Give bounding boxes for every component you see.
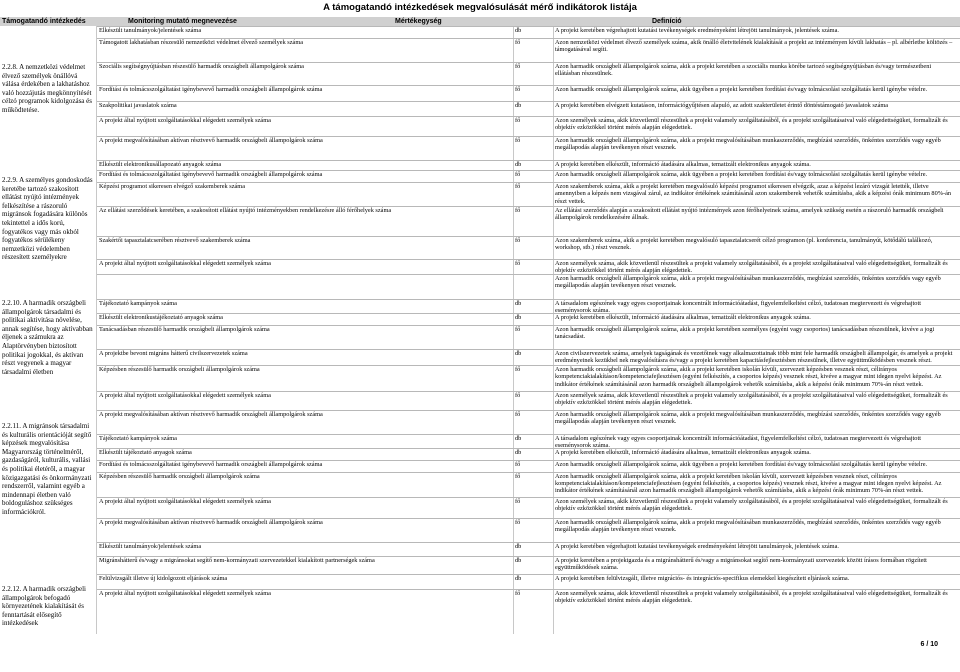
indicator-name: Fordítási és tolmácsszolgáltatást igénybevevő harmadik országbeli állampolgárok száma bbox=[99, 171, 323, 178]
header-col-mutato: Monitoring mutató megnevezése bbox=[128, 18, 237, 25]
indicator-unit: db bbox=[515, 300, 522, 307]
indicator-unit: fő bbox=[515, 237, 521, 244]
indicator-name: Képzési programot sikeresen elvégző szakemberek száma bbox=[99, 183, 245, 190]
indicator-name: Migránshátterű és/vagy a migránsokat segítő nem-kormányzati szervezetekkel kialakított partnerségek száma bbox=[99, 556, 375, 564]
indicator-definition: Azon személyek száma, akik közvetlenül részesültek a projekt valamely szolgáltatásából, és a projekt szolgáltatásaival való elégedettségüket, formalizált és objektív ezközökkel történt mérés alapján elégedettek. bbox=[555, 498, 948, 513]
indicator-name: Fordítási és tolmácsszolgáltatást igénybevevő harmadik országbeli állampolgárok száma bbox=[99, 460, 323, 468]
indicator-unit: fő bbox=[515, 171, 521, 178]
indicator-name: Elkészült tanulmányok/jelentések száma bbox=[99, 27, 202, 34]
indicator-definition: A projekt keretében elkészült, információ átadására alkalmas, tematizált elektronikus anyagok száma. bbox=[555, 313, 811, 321]
indicator-name: Elkészült elektronikustájékoztató anyagok száma bbox=[99, 313, 223, 321]
indicator-unit: db bbox=[515, 349, 522, 357]
document-title: A támogatandó intézkedések megvalósulását mérő indikátorok listája bbox=[323, 2, 637, 13]
indicator-unit: db bbox=[515, 435, 522, 442]
indicator-definition: A projekt keretében felülvizsgált, illetve migrációs- és integrációs-specifikus elemekkel kiegészített eljárások száma. bbox=[555, 574, 850, 582]
indicator-unit: fő bbox=[515, 391, 521, 399]
indicator-definition: A projekt keretében a projektgazda és a migránshátterű és/vagy a migránsokat segítő nem-kormányzati szervezetek között írásos formában rögzített együttműködések száma. bbox=[555, 556, 927, 571]
indicator-unit: fő bbox=[515, 366, 521, 373]
indicator-definition: A projekt keretében elkészült, információ átadására alkalmas, tematizált elektronikus anyagok száma. bbox=[555, 448, 811, 456]
table-header bbox=[0, 17, 960, 26]
indicator-name: Elkészült elektronikusállapozató anyagok száma bbox=[99, 160, 222, 168]
indicator-unit: db bbox=[515, 313, 522, 321]
indicator-name: Tájékoztató kampányok száma bbox=[99, 300, 177, 307]
indicator-name: Tanácsadásban részesülő harmadik országbeli állampolgárok száma bbox=[99, 325, 270, 333]
indicator-definition: A projekt keretében végrehajtott kutatási tevékenységek eredményeként létrejött tanulmányok, jelentések száma. bbox=[555, 543, 839, 550]
indicator-definition: Azon harmadik országbeli állampolgárok száma, akik a projekt keretében iskolán kívüli, szervezett képzésben vesznek részt, célirányos kompetenciakialakításon/kompetenciafejlesztésen (egyéni felkészítés, a csoportos képzés) vesznek részt, kivéve a magyar mint idegen nyelvi képzést. Az indikátor értékének számításánál azon harmadik országbeli állampolgárok vehetők számításba, akik a képzési órák minimum 70%-án részt vettek. bbox=[555, 366, 942, 388]
indicator-unit: fő bbox=[515, 325, 521, 333]
indicator-definition: Azon harmadik országbeli állampolgárok száma, akik ügyében a projekt keretében fordítási és/vagy tolmácsolási szolgáltatás kerül igénybe vételre. bbox=[555, 171, 928, 178]
indicator-name: A projekt által nyújtott szolgáltatásokkal elégedett személyek száma bbox=[99, 391, 271, 399]
indicator-definition: Azon személyek száma, akik közvetlenül részesültek a projekt valamely szolgáltatásából, és a projekt szolgáltatásaival való elégedettségüket, formalizált és objektív ezközökkel történt mérés alapján elégedettek. bbox=[555, 391, 948, 406]
indicator-definition: A társadalom egészének vagy egyes csoportjainak koncentrált információátadást, figyelemfelkeltést célzó, tudatosan megtervezett és végrehajtott eseménysorok száma. bbox=[555, 435, 921, 450]
indicator-definition: Az ellátási szerződés alapján a szakosított ellátást nyújtó intézmények azon férőhelyeinek száma, amelyek szükség esetén a rászoruló harmadik országbeli állampolgárok rendelkezésére állnak. bbox=[555, 207, 944, 222]
indicator-unit: fő bbox=[515, 63, 521, 70]
indicator-unit: fő bbox=[515, 259, 521, 267]
indicator-unit: db bbox=[515, 574, 522, 582]
indicator-name: A projekt által nyújtott szolgáltatásokkal elégedett személyek száma bbox=[99, 117, 271, 124]
indicator-definition: Azon személyek száma, akik közvetlenül részesültek a projekt valamely szolgáltatásából, és a projekt szolgáltatásaival való elégedettségüket, formalizált és objektív ezközökkel történt mérés alapján elégedettek. bbox=[555, 589, 948, 604]
indicator-definition: Azon harmadik országbeli állampolgárok száma, akik a projekt megvalósításában munkaszerződés, megbízási szerződés, önkéntes szerződés vagy egyéb megállapodás alapján tevékenyen részt vesznek. bbox=[555, 274, 941, 289]
indicator-unit: fő bbox=[515, 183, 521, 190]
indicator-unit: fő bbox=[515, 39, 521, 46]
indicator-name: A projekt által nyújtott szolgáltatásokkal elégedett személyek száma bbox=[99, 259, 271, 267]
indicator-definition: Azon civilszervezetek száma, amelyek tagságának és vezetőinek vagy alkalmazottainak több mint fele harmadik országbeli állampolgár, és amelyek a projekt eredményeinek kezükbel nek megvalósításra és/vagy a projekt keretében kapacitásfejlesztésben részesülnek, illetve együttműködésben vesznek részt. bbox=[555, 349, 953, 364]
indicator-definition: A projekt keretében elvégzett kutatáson, információgyűjtésen alapuló, az adott szakterületet érintő döntéstámogató javaslatok száma bbox=[555, 102, 889, 109]
indicator-unit: fő bbox=[515, 136, 521, 144]
indicator-name: A projektbe bevont migráns hátterű civilszervezetek száma bbox=[99, 349, 248, 357]
indicator-unit: db bbox=[515, 543, 522, 550]
indicator-definition: Azon személyek száma, akik közvetlenül részesültek a projekt valamely szolgáltatásából, és a projekt szolgáltatásaival való elégedettségüket, formalizált és objektív ezközökkel történt mérés alapján elégedettek. bbox=[555, 117, 948, 132]
section-2-2-8: 2.2.8. A nemzetközi védelmet élvező személyek önállóvá válása érdekében a lakhatáshoz való hozzájutás megkönnyítését célzó programok kidolgozása és működtetése. bbox=[2, 63, 92, 114]
indicator-definition: Azon harmadik országbeli állampolgárok száma, akik a projekt megvalósításában munkaszerződés, megbízási szerződés, önkéntes szerződés vagy egyéb megállapodás alapján tevékenyen részt vesznek. bbox=[555, 136, 941, 151]
indicator-unit: fő bbox=[515, 519, 521, 526]
indicator-name: Elkészült tájékoztató anyagok száma bbox=[99, 448, 192, 456]
page-number: 6 / 10 bbox=[920, 641, 938, 648]
indicator-definition: Azon harmadik országbeli állampolgárok száma, akik ügyében a projekt keretében fordítási és/vagy tolmácsolási szolgáltatás kerül igénybe vételre. bbox=[555, 460, 928, 468]
indicator-unit: fő bbox=[515, 117, 521, 124]
indicator-name: Szakpolitikai javaslatok száma bbox=[99, 102, 177, 109]
indicator-name: Tájékoztató kampányok száma bbox=[99, 435, 177, 442]
indicator-definition: A társadalom egészének vagy egyes csoportjainak koncentrált információátadást, figyelemfelkeltést célzó, tudatosan megtervezett és végrehajtott eseménysorok száma. bbox=[555, 300, 921, 315]
indicator-name: Fordítási és tolmácsszolgáltatást igénybevevő harmadik országbeli állampolgárok száma bbox=[99, 85, 323, 93]
indicator-name: Elkészült tanulmányok/jelentések száma bbox=[99, 543, 202, 550]
indicator-name: Képzésben részesülő harmadik országbeli állampolgárok száma bbox=[99, 366, 260, 373]
indicator-name: A projekt által nyújtott szolgáltatásokkal elégedett személyek száma bbox=[99, 589, 271, 597]
indicator-definition: Azon személyek száma, akik közvetlenül részesültek a projekt valamely szolgáltatásából, és a projekt szolgáltatásaival való elégedettségüket, formalizált és objektív ezközökkel történt mérés alapján elégedettek. bbox=[555, 259, 948, 274]
header-col-intezkedes: Támogatandó intézkedés bbox=[2, 18, 86, 25]
section-2-2-10: 2.2.10. A harmadik országbeli állampolgárok társadalmi és politikai aktivitása növelése, annak segítése, hogy aktívabban éljenek a számukra az Alaptörvényben biztosított politikai jogokkal, és aktívan részt vegyenek a magyar társadalmi életben bbox=[2, 299, 93, 376]
indicator-unit: db bbox=[515, 102, 522, 109]
indicator-unit: fő bbox=[515, 411, 521, 418]
section-2-2-11: 2.2.11. A migránsok társadalmi és kulturális orientációját segítő képzések megvalósítása Magyarország történelméről, gazdaságáról, kulturális, vallási és politikai életéről, a magyar közigazgatási és önkormányzati rendszerről, valamint egyéb a mindennapi életben való boldoguláshoz szükséges információkról. bbox=[2, 422, 92, 516]
indicator-name: A projekt által nyújtott szolgáltatásokkal elégedett személyek száma bbox=[99, 498, 271, 505]
indicator-name: Képzésben részesülő harmadik országbeli állampolgárok száma bbox=[99, 472, 260, 480]
indicator-definition: Azon szakemberek száma, akik a projekt keretében megvalósuló képzési programot sikeresen elvégzik, azaz a képzést lezáró vizsgát letették, illetve amennyiben a képzés nem vizsgával zárul, az indikátor értékének számításánál azon szakemberek vehetők számításba, akik a képzési órák minimum 80%-án részt vettek. bbox=[555, 183, 952, 205]
indicator-unit: db bbox=[515, 160, 522, 168]
indicator-unit: db bbox=[515, 448, 522, 456]
indicator-definition: Azon harmadik országbeli állampolgárok száma, akik a projekt megvalósításában munkaszerződés, megbízási szerződés, önkéntes szerződés vagy egyéb megállapodás alapján tevékenyen részt vesznek. bbox=[555, 411, 941, 426]
indicator-name: Szociális segítségnyújtásban részesülő harmadik országbeli állampolgárok száma bbox=[99, 63, 304, 70]
indicator-definition: Azon harmadik országbeli állampolgárok száma, akik a projekt keretében iskolán kívüli, szervezett képzésben vesznek részt, célirányos kompetenciakialakításon/kompetenciafejlesztésen (egyéni felkészítés, a csoportos képzés) vesznek részt, kivéve a magyar mint idegen nyelvi képzést. Az indikátor értékének számításánál azon harmadik országbeli állampolgárok vehetők számításba, akik a képzési órák minimum 70%-án részt vettek. bbox=[555, 472, 942, 495]
indicator-name: Szakértői tapasztalatcserében résztvevő szakemberek száma bbox=[99, 237, 251, 244]
indicator-definition: A projekt keretében elkészült, információ átadására alkalmas, tematizált elektronikus anyagok száma. bbox=[555, 160, 811, 168]
header-col-definicio: Definíció bbox=[652, 18, 682, 25]
indicator-unit: fő bbox=[515, 85, 521, 93]
indicator-unit: fő bbox=[515, 207, 521, 214]
indicator-definition: Azon szakemberek száma, akik a projekt keretében megvalósuló tapasztalatcserét célzó programon (pl. konferencia, tanulmányút, kötődálú találkozó, workshop, stb.) részt vesznek. bbox=[555, 237, 933, 252]
section-2-2-9: 2.2.9. A személyes gondoskodás keretébe tartozó szakosított ellátást nyújtó intézmények felkészítése a rászoruló migránsok fogadására különös tekintettel a idős korú, fogyatékos vagy más okból fogyatékos sérülékeny nemzetközi védelemben részesített személyekre bbox=[2, 176, 93, 262]
indicator-definition: Azon harmadik országbeli állampolgárok száma, akik a projekt megvalósításában munkaszerződés, megbízási szerződés, önkéntes szerződés vagy egyéb megállapodás alapján tevékenyen részt vesznek. bbox=[555, 519, 941, 534]
indicator-unit: db bbox=[515, 27, 522, 34]
indicator-name: Támogatott lakhatásban részesülő nemzetközi védelmet élvező személyek száma bbox=[99, 39, 304, 46]
indicator-definition: Azon harmadik országbeli állampolgárok száma, akik a projekt keretében a szociális munka körébe tartozó segítségnyújtásban és/vagy természetbeni ellátásban részesülnek. bbox=[555, 63, 932, 78]
indicator-name: A projekt megvalósításában aktívan résztvevő harmadik országbeli állampolgárok száma bbox=[99, 411, 323, 418]
indicator-definition: Azon nemzetközi védelmet élvező személyek száma, akik önálló életvitelének kialakítását a projekt az intézményen kívüli lakhatás – pl. albérletbe költözés – támogatásával segíti. bbox=[555, 39, 953, 54]
header-col-mertekegyseg: Mértékegység bbox=[395, 18, 442, 25]
indicator-unit: fő bbox=[515, 498, 521, 505]
indicator-name: Felülvizsgált illetve új kidolgozott eljárások száma bbox=[99, 574, 228, 582]
indicator-unit: db bbox=[515, 556, 522, 564]
indicator-name: A projekt megvalósításában aktívan résztvevő harmadik országbeli állampolgárok száma bbox=[99, 519, 323, 526]
indicator-definition: A projekt keretében végrehajtott kutatási tevékenységek eredményeként létrejött tanulmányok, jelentések száma. bbox=[555, 27, 839, 34]
indicator-definition: Azon harmadik országbeli állampolgárok száma, akik a projekt keretében személyes (egyéni vagy csoportos) tanácsadásban részesülnek, kivéve a jogi tanácsadást. bbox=[555, 325, 935, 340]
indicator-unit: fő bbox=[515, 460, 521, 468]
section-2-2-12: 2.2.12. A harmadik országbeli állampolgárok befogadó környezetének kialakítását és fenntartását elősegítő intézkedések bbox=[2, 585, 86, 628]
indicator-unit: fő bbox=[515, 472, 521, 480]
indicator-unit: fő bbox=[515, 589, 521, 597]
indicator-name: A projekt megvalósításában aktívan résztvevő harmadik országbeli állampolgárok száma bbox=[99, 136, 323, 144]
indicator-name: Az ellátási szerződések keretében, a szakosított ellátást nyújtó intézményekben rendelkezésre álló férőhelyek száma bbox=[99, 207, 392, 214]
indicator-definition: Azon harmadik országbeli állampolgárok száma, akik ügyében a projekt keretében fordítási és/vagy tolmácsolási szolgáltatás kerül igénybe vételre. bbox=[555, 85, 928, 93]
